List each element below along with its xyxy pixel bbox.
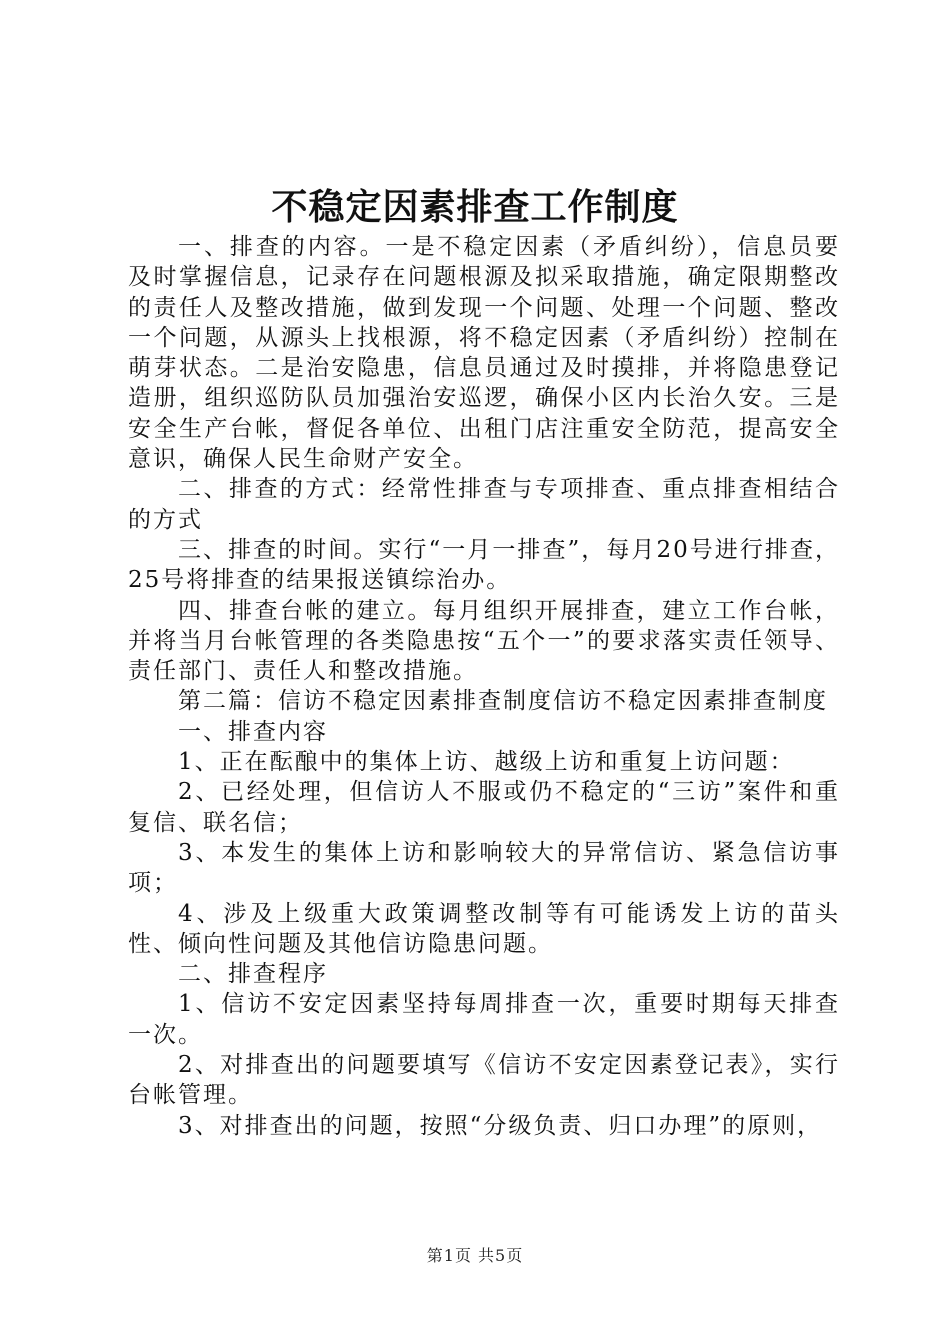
paragraph: 第二篇：信访不稳定因素排查制度信访不稳定因素排查制度 xyxy=(178,688,828,715)
section-heading: 二、排查程序 xyxy=(178,961,328,988)
list-item: 3、本发生的集体上访和影响较大的异常信访、紧急信访事项； xyxy=(128,839,840,897)
page-number: 第1页 共5页 xyxy=(426,1246,524,1265)
list-item: 1、正在酝酿中的集体上访、越级上访和重复上访问题： xyxy=(178,749,795,776)
paragraph: 四、排查台帐的建立。每月组织开展排查，建立工作台帐，并将当月台帐管理的各类隐患按“五个一”的要求落实责任领导、责任部门、责任人和整改措施。 xyxy=(128,597,840,685)
paragraph: 三、排查的时间。实行“一月一排查”，每月20号进行排查，25号将排查的结果报送镇综治办。 xyxy=(128,536,840,594)
document-title: 不稳定因素排查工作制度 xyxy=(271,186,679,228)
list-item: 1、信访不安定因素坚持每周排查一次，重要时期每天排查一次。 xyxy=(128,991,840,1048)
list-item: 4、涉及上级重大政策调整改制等有可能诱发上访的苗头性、倾向性问题及其他信访隐患问题。 xyxy=(128,900,840,957)
paragraph: 二、排查的方式：经常性排查与专项排查、重点排查相结合的方式 xyxy=(128,476,840,533)
list-item: 3、对排查出的问题，按照“分级负责、归口办理”的原则， xyxy=(178,1112,823,1139)
section-heading: 一、排查内容 xyxy=(178,718,328,745)
document-body xyxy=(128,232,840,1141)
list-item: 2、已经处理，但信访人不服或仍不稳定的“三访”案件和重复信、联名信； xyxy=(128,779,840,836)
list-item: 2、对排查出的问题要填写《信访不安定因素登记表》，实行台帐管理。 xyxy=(128,1052,840,1109)
paragraph: 一、排查的内容。一是不稳定因素（矛盾纠纷），信息员要及时掌握信息，记录存在问题根源及拟采取措施，确定限期整改的责任人及整改措施，做到发现一个问题、处理一个问题、整改一个问题，从源头上找根源，将不稳定因素（矛盾纠纷）控制在萌芽状态。二是治安隐患，信息员通过及时摸排，并将隐患登记造册，组织巡防队员加强治安巡逻，确保小区内长治久安。三是安全生产台帐，督促各单位、出租门店注重安全防范，提高安全意识，确保人民生命财产安全。 xyxy=(128,234,840,473)
